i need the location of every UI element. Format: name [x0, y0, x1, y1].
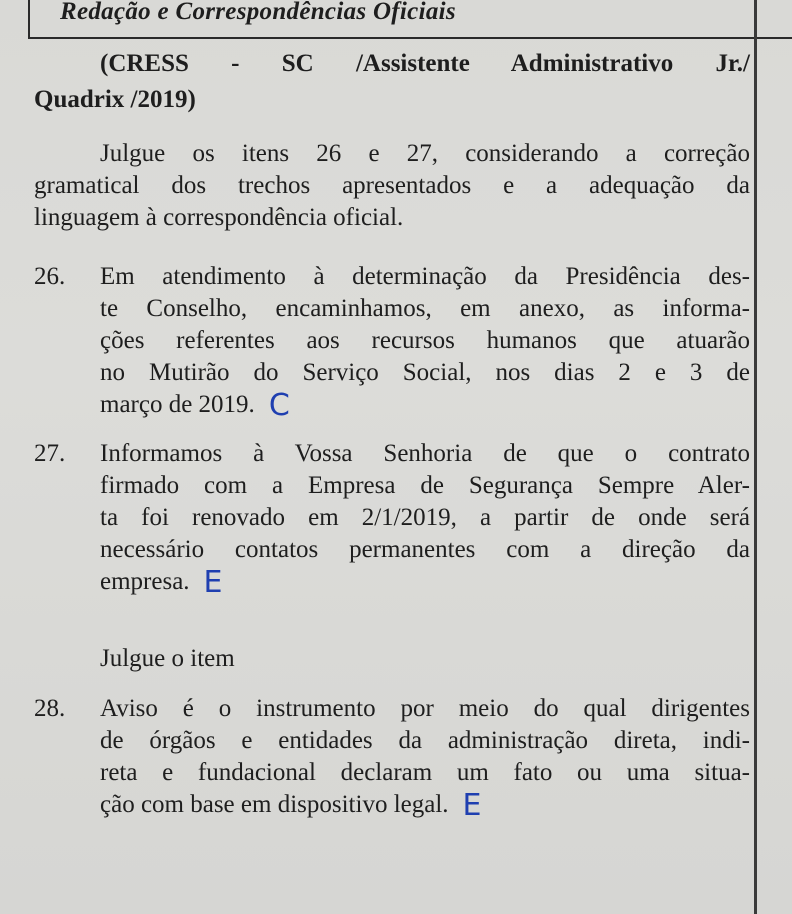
intro-paragraph: [34, 138, 750, 234]
frame-left-rule: [28, 0, 30, 38]
item-line-text: ção com base em dispositivo legal.: [100, 791, 449, 818]
question-source: [34, 46, 750, 118]
source-line-1: (CRESS - SC /Assistente Administrativo Jr./: [100, 50, 750, 77]
item-26: [34, 261, 750, 424]
item-line: necessário contatos permanentes com a direção da: [100, 536, 750, 563]
page-header-title: Redação e Correspondências Oficiais: [60, 0, 456, 25]
item-line: de órgãos e entidades da administração direta, indi-: [100, 727, 750, 754]
source-line-2: Quadrix /2019): [34, 86, 196, 113]
item-line: ta foi renovado em 2/1/2019, a partir de onde será: [100, 504, 750, 531]
item-line: Informamos à Vossa Senhoria de que o contrato: [100, 440, 750, 467]
item-line-last: [100, 388, 750, 424]
handwritten-answer-mark: C: [268, 388, 290, 424]
section-instruction: Julgue o item: [100, 645, 235, 672]
item-line: no Mutirão do Serviço Social, nos dias 2 e 3 de: [100, 359, 750, 386]
handwritten-answer-mark: E: [203, 565, 223, 601]
frame-top-rule: [28, 37, 792, 39]
item-28: [34, 693, 750, 824]
item-number: 28.: [34, 695, 66, 722]
item-line-text: empresa.: [100, 568, 190, 595]
item-body: [100, 261, 750, 424]
item-body: [100, 438, 750, 601]
intro-line: gramatical dos trechos apresentados e a adequação da: [34, 172, 750, 199]
item-line: te Conselho, encaminhamos, em anexo, as informa-: [100, 295, 750, 322]
item-line: Aviso é o instrumento por meio do qual dirigentes: [100, 695, 750, 722]
intro-line: linguagem à correspondência oficial.: [34, 204, 404, 231]
handwritten-answer-mark: E: [462, 788, 482, 824]
item-number: 26.: [34, 263, 66, 290]
item-line-text: março de 2019.: [100, 391, 255, 418]
item-line: ções referentes aos recursos humanos que atuarão: [100, 327, 750, 354]
item-27: [34, 438, 750, 601]
item-line-last: [100, 565, 750, 601]
item-line: reta e fundacional declaram um fato ou uma situa-: [100, 759, 750, 786]
intro-line: Julgue os itens 26 e 27, considerando a correção: [100, 140, 750, 167]
frame-right-rule: [754, 0, 757, 914]
item-line: Em atendimento à determinação da Presidência des-: [100, 263, 750, 290]
item-body: [100, 693, 750, 824]
item-line-last: [100, 788, 750, 824]
item-number: 27.: [34, 440, 66, 467]
item-line: firmado com a Empresa de Segurança Sempre Aler-: [100, 472, 750, 499]
